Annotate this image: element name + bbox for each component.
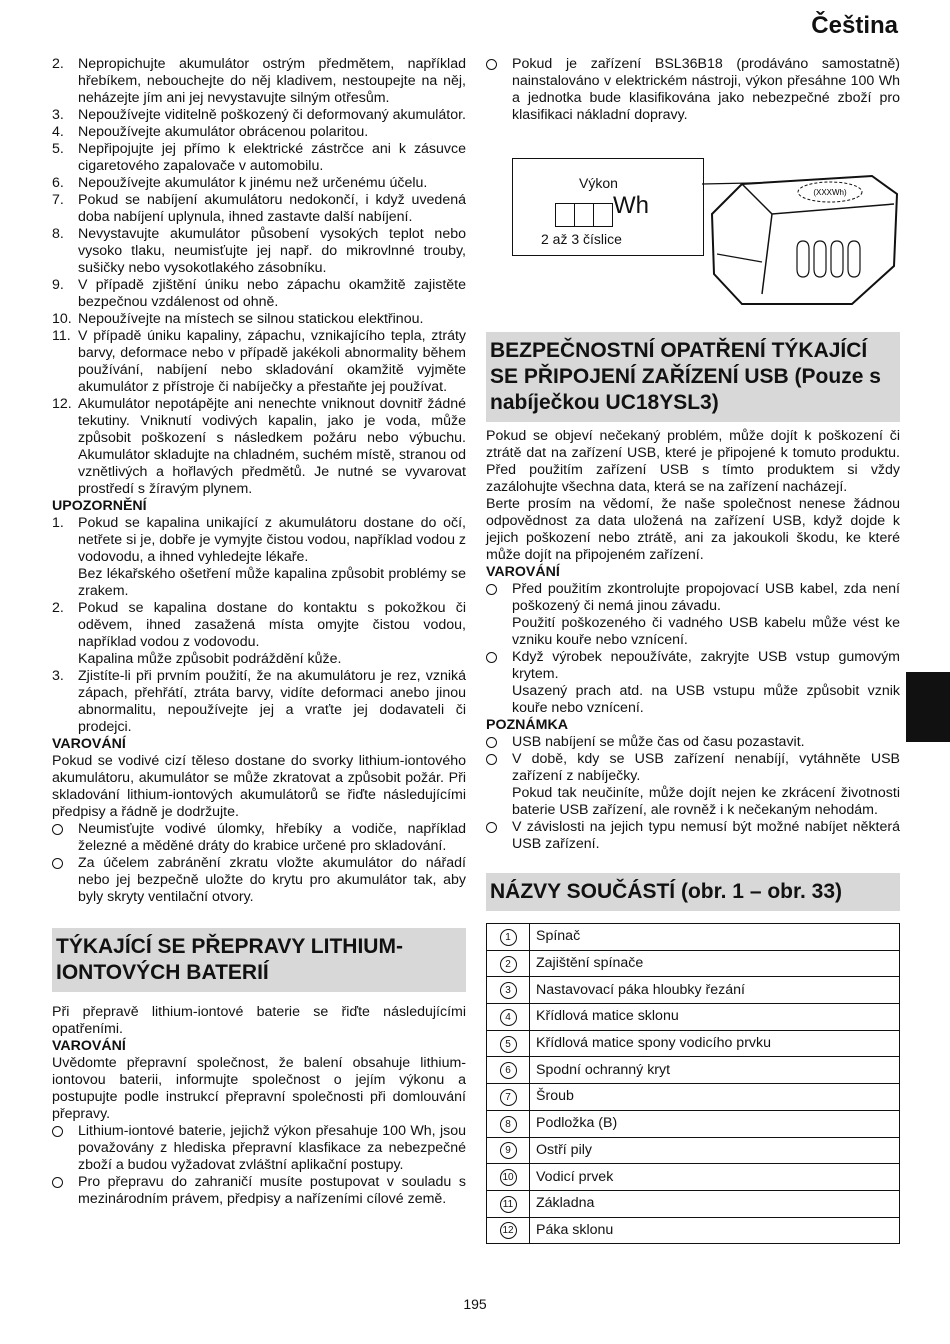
- part-number-cell: [487, 924, 530, 951]
- item-text-main: V případě zjištění úniku nebo zápachu okamžitě zajistěte bezpečnou vzdálenost od ohně.: [78, 277, 466, 310]
- bullet-text: Za účelem zabránění zkratu vložte akumulátor do nářadí nebo jej bezpečně uložte do krytu pro akumulátor tak, aby byly skryty ventilační otvory.: [78, 855, 466, 905]
- bullet-circle-icon: [486, 822, 497, 833]
- battery-illustration: [702, 154, 902, 314]
- parts-row: [487, 1110, 900, 1137]
- item-text: [78, 226, 466, 277]
- part-name: Nastavovací páka hloubky řezání: [530, 977, 900, 1004]
- item-number: 11.: [52, 328, 71, 344]
- part-number-cell: [487, 977, 530, 1004]
- numbered-item: [52, 192, 466, 226]
- part-number-cell: [487, 1004, 530, 1031]
- numbered-item: [52, 600, 466, 668]
- item-text-main: Pokud se kapalina dostane do kontaktu s pokožkou či oděvem, ihned zasažená místa omyjte čistou vodou, například vodou z vodovodu.: [78, 600, 466, 650]
- usb-warning-title: VAROVÁNÍ: [486, 564, 560, 580]
- item-text-extra: Kapalina může způsobit podráždění kůže.: [78, 651, 342, 667]
- transport-heading: TÝKAJÍCÍ SE PŘEPRAVY LITHIUM-IONTOVÝCH BATERIÍ: [52, 928, 466, 992]
- item-number: 8.: [52, 226, 64, 242]
- item-number: 2.: [52, 600, 64, 616]
- battery-power-figure: [512, 154, 900, 314]
- parts-row: [487, 1004, 900, 1031]
- item-text-main: Akumulátor nepotápějte ani nenechte vniknout dovnitř žádné tekutiny. Vniknutí vodivých kapalin, jako je voda, může způsobit poškození s následkem požáru nebo výbuchu. Akumulátor skladujte na chladném, suchém místě, stranou od vznětlivých a hořlavých předmětů. Je nutné se vyvarovat prostředí s žíravým plynem.: [78, 396, 466, 497]
- power-label-box: [512, 158, 704, 256]
- part-number: 9: [500, 1142, 517, 1159]
- language-tab-marker: [906, 672, 950, 742]
- item-text: [78, 56, 466, 107]
- part-number-cell: [487, 1084, 530, 1111]
- parts-row: [487, 1217, 900, 1244]
- part-number-cell: [487, 1110, 530, 1137]
- numbered-item: [52, 107, 466, 124]
- part-number: 5: [500, 1036, 517, 1053]
- bullet-item: [52, 821, 466, 855]
- item-number: 3.: [52, 107, 64, 123]
- usb-heading: BEZPEČNOSTNÍ OPATŘENÍ TÝKAJÍCÍ SE PŘIPOJENÍ ZAŘÍZENÍ USB (Pouze s nabíječkou UC18YSL3): [486, 332, 900, 422]
- parts-table: [486, 923, 900, 1244]
- item-text: [78, 396, 466, 498]
- bullet-item: [486, 734, 900, 751]
- bullet-circle-icon: [486, 59, 497, 70]
- part-number-cell: [487, 1057, 530, 1084]
- bullet-text: Neumisťujte vodivé úlomky, hřebíky a vodiče, například železné a měděné dráty do krabice určené pro skladování.: [78, 821, 466, 854]
- numbered-item: [52, 124, 466, 141]
- numbered-item: [52, 328, 466, 396]
- warning-title: VAROVÁNÍ: [52, 736, 126, 752]
- bullet-text: USB nabíjení se může čas od času pozastavit.: [512, 734, 805, 750]
- item-text-extra: Bez lékařského ošetření může kapalina způsobit problémy se zrakem.: [78, 566, 466, 599]
- item-text: [78, 141, 466, 175]
- right-column: [486, 56, 900, 1244]
- bullet-text: Když výrobek nepoužíváte, zakryjte USB vstup gumovým krytem.: [512, 649, 900, 682]
- part-number: 7: [500, 1089, 517, 1106]
- bullet-text-extra: Usazený prach atd. na USB vstupu může způsobit vznik kouře nebo vznícení.: [512, 683, 900, 716]
- item-number: 2.: [52, 56, 64, 72]
- part-number: 4: [500, 1009, 517, 1026]
- part-number: 2: [500, 956, 517, 973]
- bullet-text: Před použitím zkontrolujte propojovací USB kabel, zda není poškozený či nemá jinou závadu.: [512, 581, 900, 614]
- top-bullet: [486, 56, 900, 124]
- bullet-circle-icon: [52, 1126, 63, 1137]
- item-text: [78, 515, 466, 566]
- part-name: Spínač: [530, 924, 900, 951]
- bullet-circle-icon: [52, 858, 63, 869]
- transport-intro: Při přepravě lithium-iontové baterie se řiďte následujícími opatřeními.: [52, 1004, 466, 1037]
- item-text: [78, 311, 466, 328]
- item-number: 9.: [52, 277, 64, 293]
- part-name: Křídlová matice spony vodicího prvku: [530, 1030, 900, 1057]
- bullet-text-extra: Pokud tak neučiníte, může dojít nejen ke zkrácení životnosti baterie USB zařízení, ale rovněž i k nečekaným nehodám.: [512, 785, 900, 818]
- item-text-main: Nepropichujte akumulátor ostrým předmětem, například hřebíkem, nebouchejte do něj kladivem, nestoupejte na něj, neházejte jím ani jej nevystavujte silným otřesům.: [78, 56, 466, 106]
- bullet-circle-icon: [486, 652, 497, 663]
- numbered-item: [52, 175, 466, 192]
- bullet-circle-icon: [52, 1177, 63, 1188]
- item-text: [78, 277, 466, 311]
- item-text-main: V případě úniku kapaliny, zápachu, vznikajícího tepla, ztráty barvy, deformace nebo v případě jakékoli abnormality během používání, nabíjení nebo skladování okamžitě vyjměte akumulátor z přístroje či nabíječky a přestaňte jej používat.: [78, 328, 466, 395]
- part-name: Základna: [530, 1190, 900, 1217]
- numbered-item: [52, 141, 466, 175]
- bullet-item: [486, 581, 900, 649]
- item-number: 5.: [52, 141, 64, 157]
- parts-row: [487, 924, 900, 951]
- part-name: Šroub: [530, 1084, 900, 1111]
- bullet-item: [486, 819, 900, 853]
- item-text: [78, 600, 466, 651]
- usb-paragraph-2: Berte prosím na vědomí, že naše společnost nenese žádnou odpovědnost za data uložená na zařízení USB, když dojde k jejich poškození nebo ztrátě, ani za jakoukoli škodu, ke které může dojít na připojeném zařízení.: [486, 496, 900, 563]
- left-column: [52, 56, 466, 1208]
- numbered-item: [52, 515, 466, 600]
- bullet-item: [52, 1174, 466, 1208]
- part-number: 3: [500, 982, 517, 999]
- item-text: [78, 175, 466, 192]
- usb-warning-list: [486, 581, 900, 717]
- parts-heading: NÁZVY SOUČÁSTÍ (obr. 1 – obr. 33): [486, 873, 900, 911]
- usb-note-list: [486, 734, 900, 853]
- part-name: Spodní ochranný kryt: [530, 1057, 900, 1084]
- parts-row: [487, 1164, 900, 1191]
- bullet-text-extra: Použití poškozeného či vadného USB kabelu může vést ke vzniku kouře nebo vznícení.: [512, 615, 900, 648]
- bullet-item: [486, 751, 900, 819]
- parts-row: [487, 1057, 900, 1084]
- bullet-text: Lithium-iontové baterie, jejichž výkon přesahuje 100 Wh, jsou považovány z hlediska přepravní klasfikace za nebezpečné zboží a budou vyžadovat zvláštní aplikační postupy.: [78, 1123, 466, 1173]
- item-text-main: Nevystavujte akumulátor působení vysokých teplot nebo vysoko tlaku, neumisťujte jej např. do mikrovlnné trouby, sušičky nebo vysokotlakého zásobníku.: [78, 226, 466, 276]
- top-bullet-text: Pokud je zařízení BSL36B18 (prodáváno samostatně) nainstalováno v elektrickém nástroji, výkon přesáhne 100 Wh a jednotka bude klasifikována jako nebezpečné zboží pro klasifikaci nákladní dopravy.: [512, 56, 900, 123]
- caution-title: UPOZORNĚNÍ: [52, 498, 147, 514]
- part-name: Ostří pily: [530, 1137, 900, 1164]
- parts-row: [487, 1190, 900, 1217]
- item-text-main: Nepoužívejte na místech se silnou statickou elektřinou.: [78, 311, 424, 327]
- item-text-main: Nepoužívejte akumulátor k jinému než určenému účelu.: [78, 175, 428, 191]
- part-number-cell: [487, 950, 530, 977]
- item-number: 6.: [52, 175, 64, 191]
- parts-row: [487, 977, 900, 1004]
- item-number: 7.: [52, 192, 64, 208]
- part-number: 11: [500, 1196, 517, 1213]
- bullet-text: Pro přepravu do zahraničí musíte postupovat v souladu s mezinárodním právem, předpisy a nařízeními cílové země.: [78, 1174, 466, 1207]
- numbered-item: [52, 396, 466, 498]
- parts-row: [487, 1137, 900, 1164]
- wh-unit: Wh: [613, 192, 649, 219]
- part-number-cell: [487, 1137, 530, 1164]
- part-number: 6: [500, 1062, 517, 1079]
- item-text-main: Nepoužívejte viditelně poškozený či deformovaný akumulátor.: [78, 107, 467, 123]
- bullet-text: V závislosti na jejich typu nemusí být možné nabíjet některá USB zařízení.: [512, 819, 900, 852]
- part-number-cell: [487, 1164, 530, 1191]
- usb-paragraph-1: Pokud se objeví nečekaný problém, může dojít k poškození či ztrátě dat na zařízení USB, které je připojené k tomuto produktu. Před použitím zařízení USB s tímto produktem si vždy zazálohujte všechna data, která se na zařízení nacházejí.: [486, 428, 900, 495]
- caution-list: [52, 515, 466, 736]
- item-number: 12.: [52, 396, 72, 412]
- bullet-item: [486, 649, 900, 717]
- warning-text: Pokud se vodivé cizí těleso dostane do svorky lithium-iontového akumulátoru, akumulátor se může zkratovat a způsobit požár. Při skladování lithium-iontových akumulátorů se řiďte následujícími předpisy a řádně je dodržujte.: [52, 753, 466, 820]
- part-number: 10: [500, 1169, 517, 1186]
- parts-row: [487, 1084, 900, 1111]
- item-text-main: Pokud se nabíjení akumulátoru nedokončí, i když uvedená doba nabíjení uplynula, ihned zastavte další nabíjení.: [78, 192, 466, 225]
- part-number-cell: [487, 1190, 530, 1217]
- part-name: Vodicí prvek: [530, 1164, 900, 1191]
- bullet-circle-icon: [486, 737, 497, 748]
- part-name: Podložka (B): [530, 1110, 900, 1137]
- part-number-cell: [487, 1217, 530, 1244]
- item-number: 3.: [52, 668, 64, 684]
- warning-bullet-list: [52, 821, 466, 906]
- page-number: 195: [463, 1296, 487, 1312]
- battery-wh-label: (XXXWh): [813, 188, 847, 197]
- power-label: Výkon: [579, 175, 618, 191]
- item-text-main: Nepoužívejte akumulátor obrácenou polaritou.: [78, 124, 369, 140]
- usb-note-title: POZNÁMKA: [486, 717, 568, 733]
- item-text: [78, 668, 466, 736]
- part-name: Páka sklonu: [530, 1217, 900, 1244]
- digits-label: 2 až 3 číslice: [541, 231, 622, 247]
- parts-row: [487, 950, 900, 977]
- item-text: [78, 107, 466, 124]
- bullet-circle-icon: [486, 754, 497, 765]
- part-name: Zajištění spínače: [530, 950, 900, 977]
- numbered-item: [52, 668, 466, 736]
- bullet-item: [52, 855, 466, 906]
- numbered-item: [52, 56, 466, 107]
- numbered-item: [52, 277, 466, 311]
- numbered-item: [52, 226, 466, 277]
- item-number: 4.: [52, 124, 64, 140]
- item-text: [78, 124, 466, 141]
- item-number: 10.: [52, 311, 72, 327]
- transport-warning-title: VAROVÁNÍ: [52, 1038, 126, 1054]
- bullet-circle-icon: [486, 584, 497, 595]
- item-number: 1.: [52, 515, 64, 531]
- battery-precautions-list: [52, 56, 466, 498]
- bullet-text: V době, kdy se USB zařízení nenabíjí, vytáhněte USB zařízení z nabíječky.: [512, 751, 900, 784]
- item-text-main: Nepřipojujte jej přímo k elektrické zástrčce ani k zásuvce cigaretového zapalovače v automobilu.: [78, 141, 466, 174]
- transport-bullet-list: [52, 1123, 466, 1208]
- part-number-cell: [487, 1030, 530, 1057]
- transport-warning-text: Uvědomte přepravní společnost, že balení obsahuje lithium-iontovou baterii, informujte společnost o jejím výkonu a postupujte podle instrukcí přepravní společnosti při domlouvání přepravy.: [52, 1055, 466, 1122]
- bullet-item: [52, 1123, 466, 1174]
- part-number: 12: [500, 1222, 517, 1239]
- item-text-main: Pokud se kapalina unikající z akumulátoru dostane do očí, netřete si je, dobře je vymyjte čistou vodou, například vodou z vodovodu, a ihned vyhledejte lékaře.: [78, 515, 467, 565]
- item-text: [78, 192, 466, 226]
- bullet-circle-icon: [52, 824, 63, 835]
- part-number: 1: [500, 929, 517, 946]
- language-header: Čeština: [811, 12, 898, 39]
- item-text-main: Zjistíte-li při prvním použití, že na akumulátoru je rez, vzniká zápach, přehřátí, ztráta barvy, vidíte deformaci anebo jinou abnormalitu, nepoužívejte jej a vraťte jej dodavateli či prodejci.: [78, 668, 466, 735]
- numbered-item: [52, 311, 466, 328]
- item-text: [78, 328, 466, 396]
- part-number: 8: [500, 1116, 517, 1133]
- part-name: Křídlová matice sklonu: [530, 1004, 900, 1031]
- parts-row: [487, 1030, 900, 1057]
- digit-cells: [555, 203, 612, 227]
